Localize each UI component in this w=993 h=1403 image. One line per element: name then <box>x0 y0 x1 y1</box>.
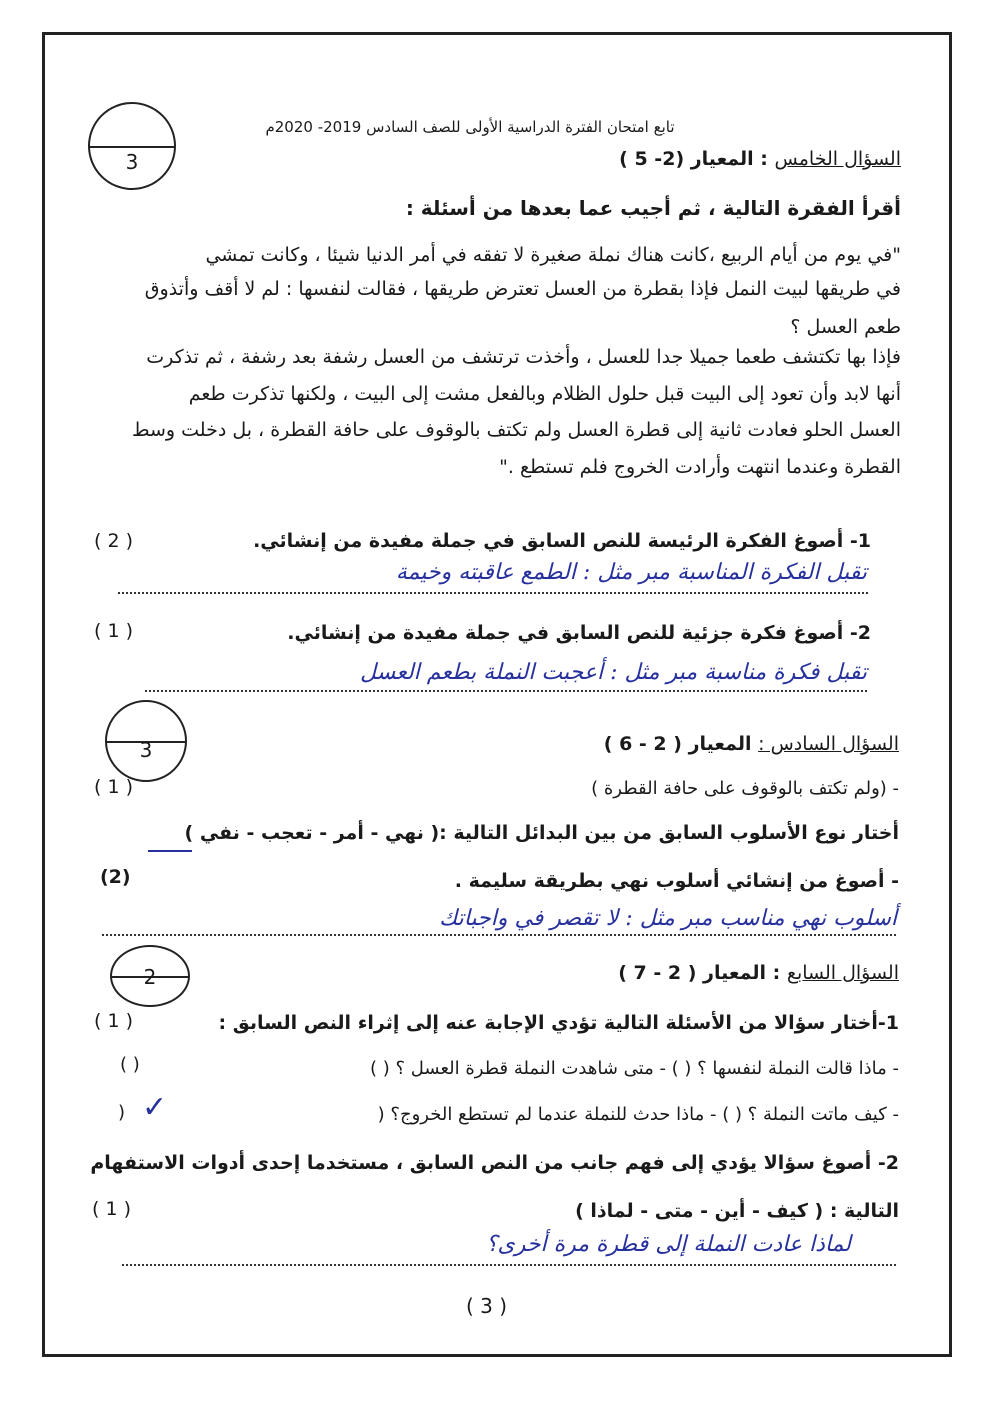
q6-answer: أسلوب نهي مناسب مبر مثل : لا تقصر في واجباتك <box>439 906 897 931</box>
answer-line <box>145 690 867 692</box>
q5-instruction: أقرأ الفقرة التالية ، ثم أجيب عما بعدها من أسئلة : <box>405 196 901 220</box>
exam-header: تابع امتحان الفترة الدراسية الأولى للصف السادس 2019- 2020م <box>265 118 675 136</box>
q7-2-text-a: 2- أصوغ سؤالا يؤدي إلى فهم جانب من النص السابق ، مستخدما إحدى أدوات الاستفهام <box>90 1152 899 1174</box>
q6-quote-mark: ( 1 ) <box>94 776 133 798</box>
q5-1-answer: تقبل الفكرة المناسبة مبر مثل : الطمع عاقبته وخيمة <box>395 560 867 585</box>
q6-compose-text: - أصوغ من إنشائي أسلوب نهي بطريقة سليمة . <box>454 870 899 892</box>
q7-options-row-1-end: ( ) <box>120 1054 140 1075</box>
passage-line-3: طعم العسل ؟ <box>790 316 901 338</box>
passage-line-6: العسل الحلو فعادت ثانية إلى قطرة العسل ولم تكتف بالوقوف على حافة القطرة ، بل دخلت وسط <box>131 419 901 441</box>
q5-1-text: 1- أصوغ الفكرة الرئيسة للنص السابق في جملة مفيدة من إنشائي. <box>253 530 871 552</box>
q5-1-mark: ( 2 ) <box>94 530 133 552</box>
q5-criterion: : المعيار (2- 5 ) <box>619 148 768 170</box>
q6-choose-text: أختار نوع الأسلوب السابق من بين البدائل التالية :( نهي - أمر - تعجب - نفي ) <box>184 822 899 844</box>
score-q7: 2 <box>143 965 157 989</box>
answer-line <box>118 592 868 594</box>
q7-1-text: 1-أختار سؤالا من الأسئلة التالية تؤدي الإجابة عنه إلى إثراء النص السابق : <box>218 1012 899 1034</box>
q7-title <box>618 962 899 984</box>
q5-title-label: السؤال الخامس <box>774 148 901 170</box>
q6-title <box>604 733 899 755</box>
score-q6: 3 <box>139 738 153 762</box>
q7-answer: لماذا عادت النملة إلى قطرة مرة أخرى؟ <box>485 1232 851 1257</box>
score-q5: 3 <box>125 150 139 174</box>
q7-options-row-1: - ماذا قالت النملة لنفسها ؟ ( ) - متى شاهدت النملة قطرة العسل ؟ ( ) <box>370 1058 899 1079</box>
check-mark-icon: ✓ <box>142 1090 168 1125</box>
passage-line-1: "في يوم من أيام الربيع ،كانت هناك نملة صغيرة لا تفقه في أمر الدنيا شيئا ، وكانت تمشي <box>205 244 901 266</box>
answer-line <box>102 934 896 936</box>
page-number: ( 3 ) <box>466 1294 508 1318</box>
q6-quote: - (ولم تكتف بالوقوف على حافة القطرة ) <box>591 778 899 799</box>
q7-options-row-2: - كيف ماتت النملة ؟ ( ) - ماذا حدث للنملة عندما لم تستطع الخروج؟ ( <box>377 1104 899 1125</box>
passage-line-4: فإذا بها تكتشف طعما جميلا جدا للعسل ، وأخذت ترتشف من العسل رشفة بعد رشفة ، ثم تذكرت <box>146 346 901 368</box>
q6-title-label: السؤال السادس : <box>758 733 899 755</box>
q5-2-mark: ( 1 ) <box>94 620 133 642</box>
score-circle-q7 <box>110 945 190 1007</box>
q5-title <box>619 148 901 170</box>
q7-2-text-b: التالية : ( كيف - أين - متى - لماذا ) <box>575 1200 899 1222</box>
score-circle-q6 <box>105 700 187 782</box>
passage-line-2: في طريقها لبيت النمل فإذا بقطرة من العسل تعترض طريقها ، فقالت لنفسها : لم لا أقف وأتذوق <box>144 278 901 300</box>
q6-criterion: المعيار ( 2 - 6 ) <box>603 733 752 755</box>
q7-2-mark: ( 1 ) <box>92 1198 131 1220</box>
q6-choice-underline <box>148 850 192 852</box>
q7-options-row-2-end: ) <box>118 1102 126 1123</box>
q7-1-mark: ( 1 ) <box>94 1010 133 1032</box>
q5-2-answer: تقبل فكرة مناسبة مبر مثل : أعجبت النملة بطعم العسل <box>360 660 867 685</box>
answer-line <box>122 1264 896 1266</box>
q6-compose-mark: (2) <box>100 866 131 888</box>
q5-2-text: 2- أصوغ فكرة جزئية للنص السابق في جملة مفيدة من إنشائي. <box>287 622 871 644</box>
q7-criterion: : المعيار ( 2 - 7 ) <box>618 962 781 984</box>
score-circle-q5 <box>88 102 176 190</box>
passage-line-7: القطرة وعندما انتهت وأرادت الخروج فلم تستطع ." <box>499 456 901 478</box>
q7-title-label: السؤال السابع <box>786 962 899 984</box>
passage-line-5: أنها لابد وأن تعود إلى البيت قبل حلول الظلام وبالفعل مشت إلى البيت ، ولكنها تذكرت طعم <box>188 383 901 405</box>
